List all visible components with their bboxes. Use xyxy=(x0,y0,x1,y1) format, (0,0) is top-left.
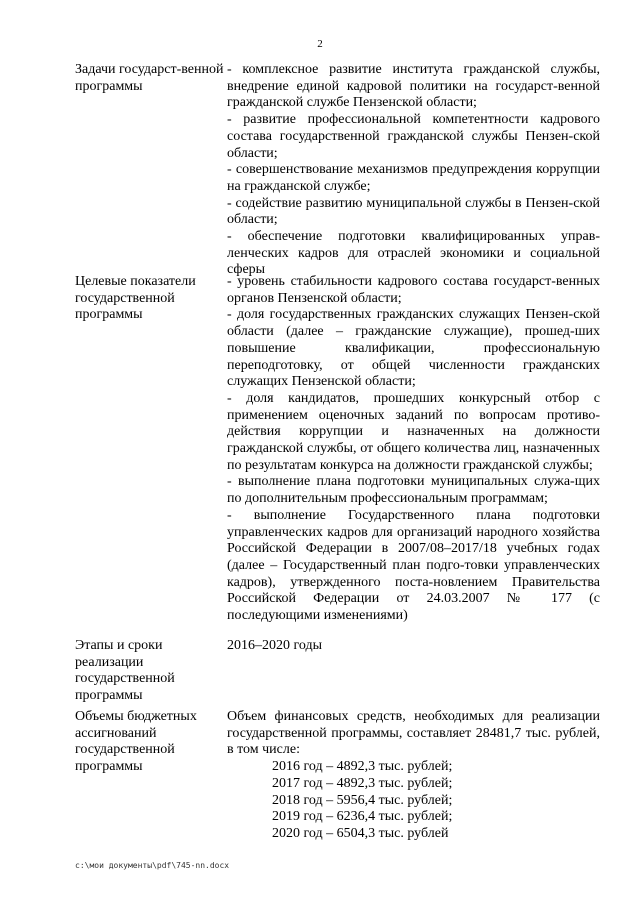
list-item: - обеспечение подготовки квалифицированных управ-ленческих кадров для отраслей экономики и социальной сферы xyxy=(227,229,600,278)
funding-year-item: 2017 год – 4892,3 тыс. рублей; xyxy=(272,775,453,791)
list-item: - совершенствование механизмов предупреждения коррупции на гражданской службе; xyxy=(227,162,600,194)
funding-by-year-list xyxy=(227,759,600,843)
table-row-tasks xyxy=(75,62,600,278)
funding-year-item: 2020 год – 6504,3 тыс. рублей xyxy=(272,825,449,841)
row-label-tasks: Задачи государст-венной программы xyxy=(75,62,224,94)
list-item: Объем финансовых средств, необходимых для реализации государственной программы, составляет 28481,7 тыс. рублей, в том числе: xyxy=(227,709,600,758)
row-label-funding: Объемы бюджетных ассигнований государственной программы xyxy=(75,709,197,775)
program-passport-table xyxy=(75,62,600,843)
footer-file-path: c:\мои документы\pdf\745-nn.docx xyxy=(75,861,230,870)
list-item: - выполнение плана подготовки муниципальных служа-щих по дополнительным профессиональным программам; xyxy=(227,474,600,507)
funding-year-item: 2016 год – 4892,3 тыс. рублей; xyxy=(272,759,453,775)
list-item: - выполнение Государственного плана подготовки управленческих кадров для организаций народного хозяйства Российской Федерации в 2007/08–2017/18 учебных годах (далее – Государственный план подго-товки управленческих кадров), утвержденного поста-новлением Правительства Российской Федерации от 24.03.2007 № 177 (с последующими изменениями) xyxy=(227,507,600,624)
table-row-funding xyxy=(75,709,600,843)
funding-year-item: 2018 год – 5956,4 тыс. рублей; xyxy=(272,792,453,808)
row-content-tasks xyxy=(227,62,600,278)
list-item: - комплексное развитие института гражданской службы, внедрение единой кадровой политики на государст-венной гражданской службе Пензенской области; xyxy=(227,62,600,111)
table-row-stages xyxy=(75,638,600,709)
list-item: 2016–2020 годы xyxy=(227,638,323,653)
list-item: - содействие развитию муниципальной службы в Пензен-ской области; xyxy=(227,195,600,228)
list-item: - развитие профессиональной компетентности кадрового состава государственной гражданской службы Пензен-ской области; xyxy=(227,112,600,161)
list-item: - уровень стабильности кадрового состава государст-венных органов Пензенской области; xyxy=(227,274,600,306)
row-content-targets xyxy=(227,274,600,638)
list-item: - доля государственных гражданских служащих Пензен-ской области (далее – гражданские служащие), прошед-ших повышение квалификации, профессиональную переподготовку, от общей численности гражданских служащих Пензенской области; xyxy=(227,307,600,390)
row-label-targets: Целевые показатели государственной программы xyxy=(75,274,196,323)
funding-year-item: 2019 год – 6236,4 тыс. рублей; xyxy=(272,809,453,825)
list-item: - доля кандидатов, прошедших конкурсный отбор с применением оценочных заданий по вопросам противо-действия коррупции и назначенных на должности гражданской службы, от общего количества лиц, назначенных по результатам конкурса на должности гражданской службы; xyxy=(227,390,600,473)
table-row-targets xyxy=(75,274,600,638)
page-number: 2 xyxy=(317,38,323,50)
row-content-stages xyxy=(227,638,600,709)
row-label-stages: Этапы и сроки реализации государственной программы xyxy=(75,638,175,704)
row-content-funding xyxy=(227,709,600,843)
